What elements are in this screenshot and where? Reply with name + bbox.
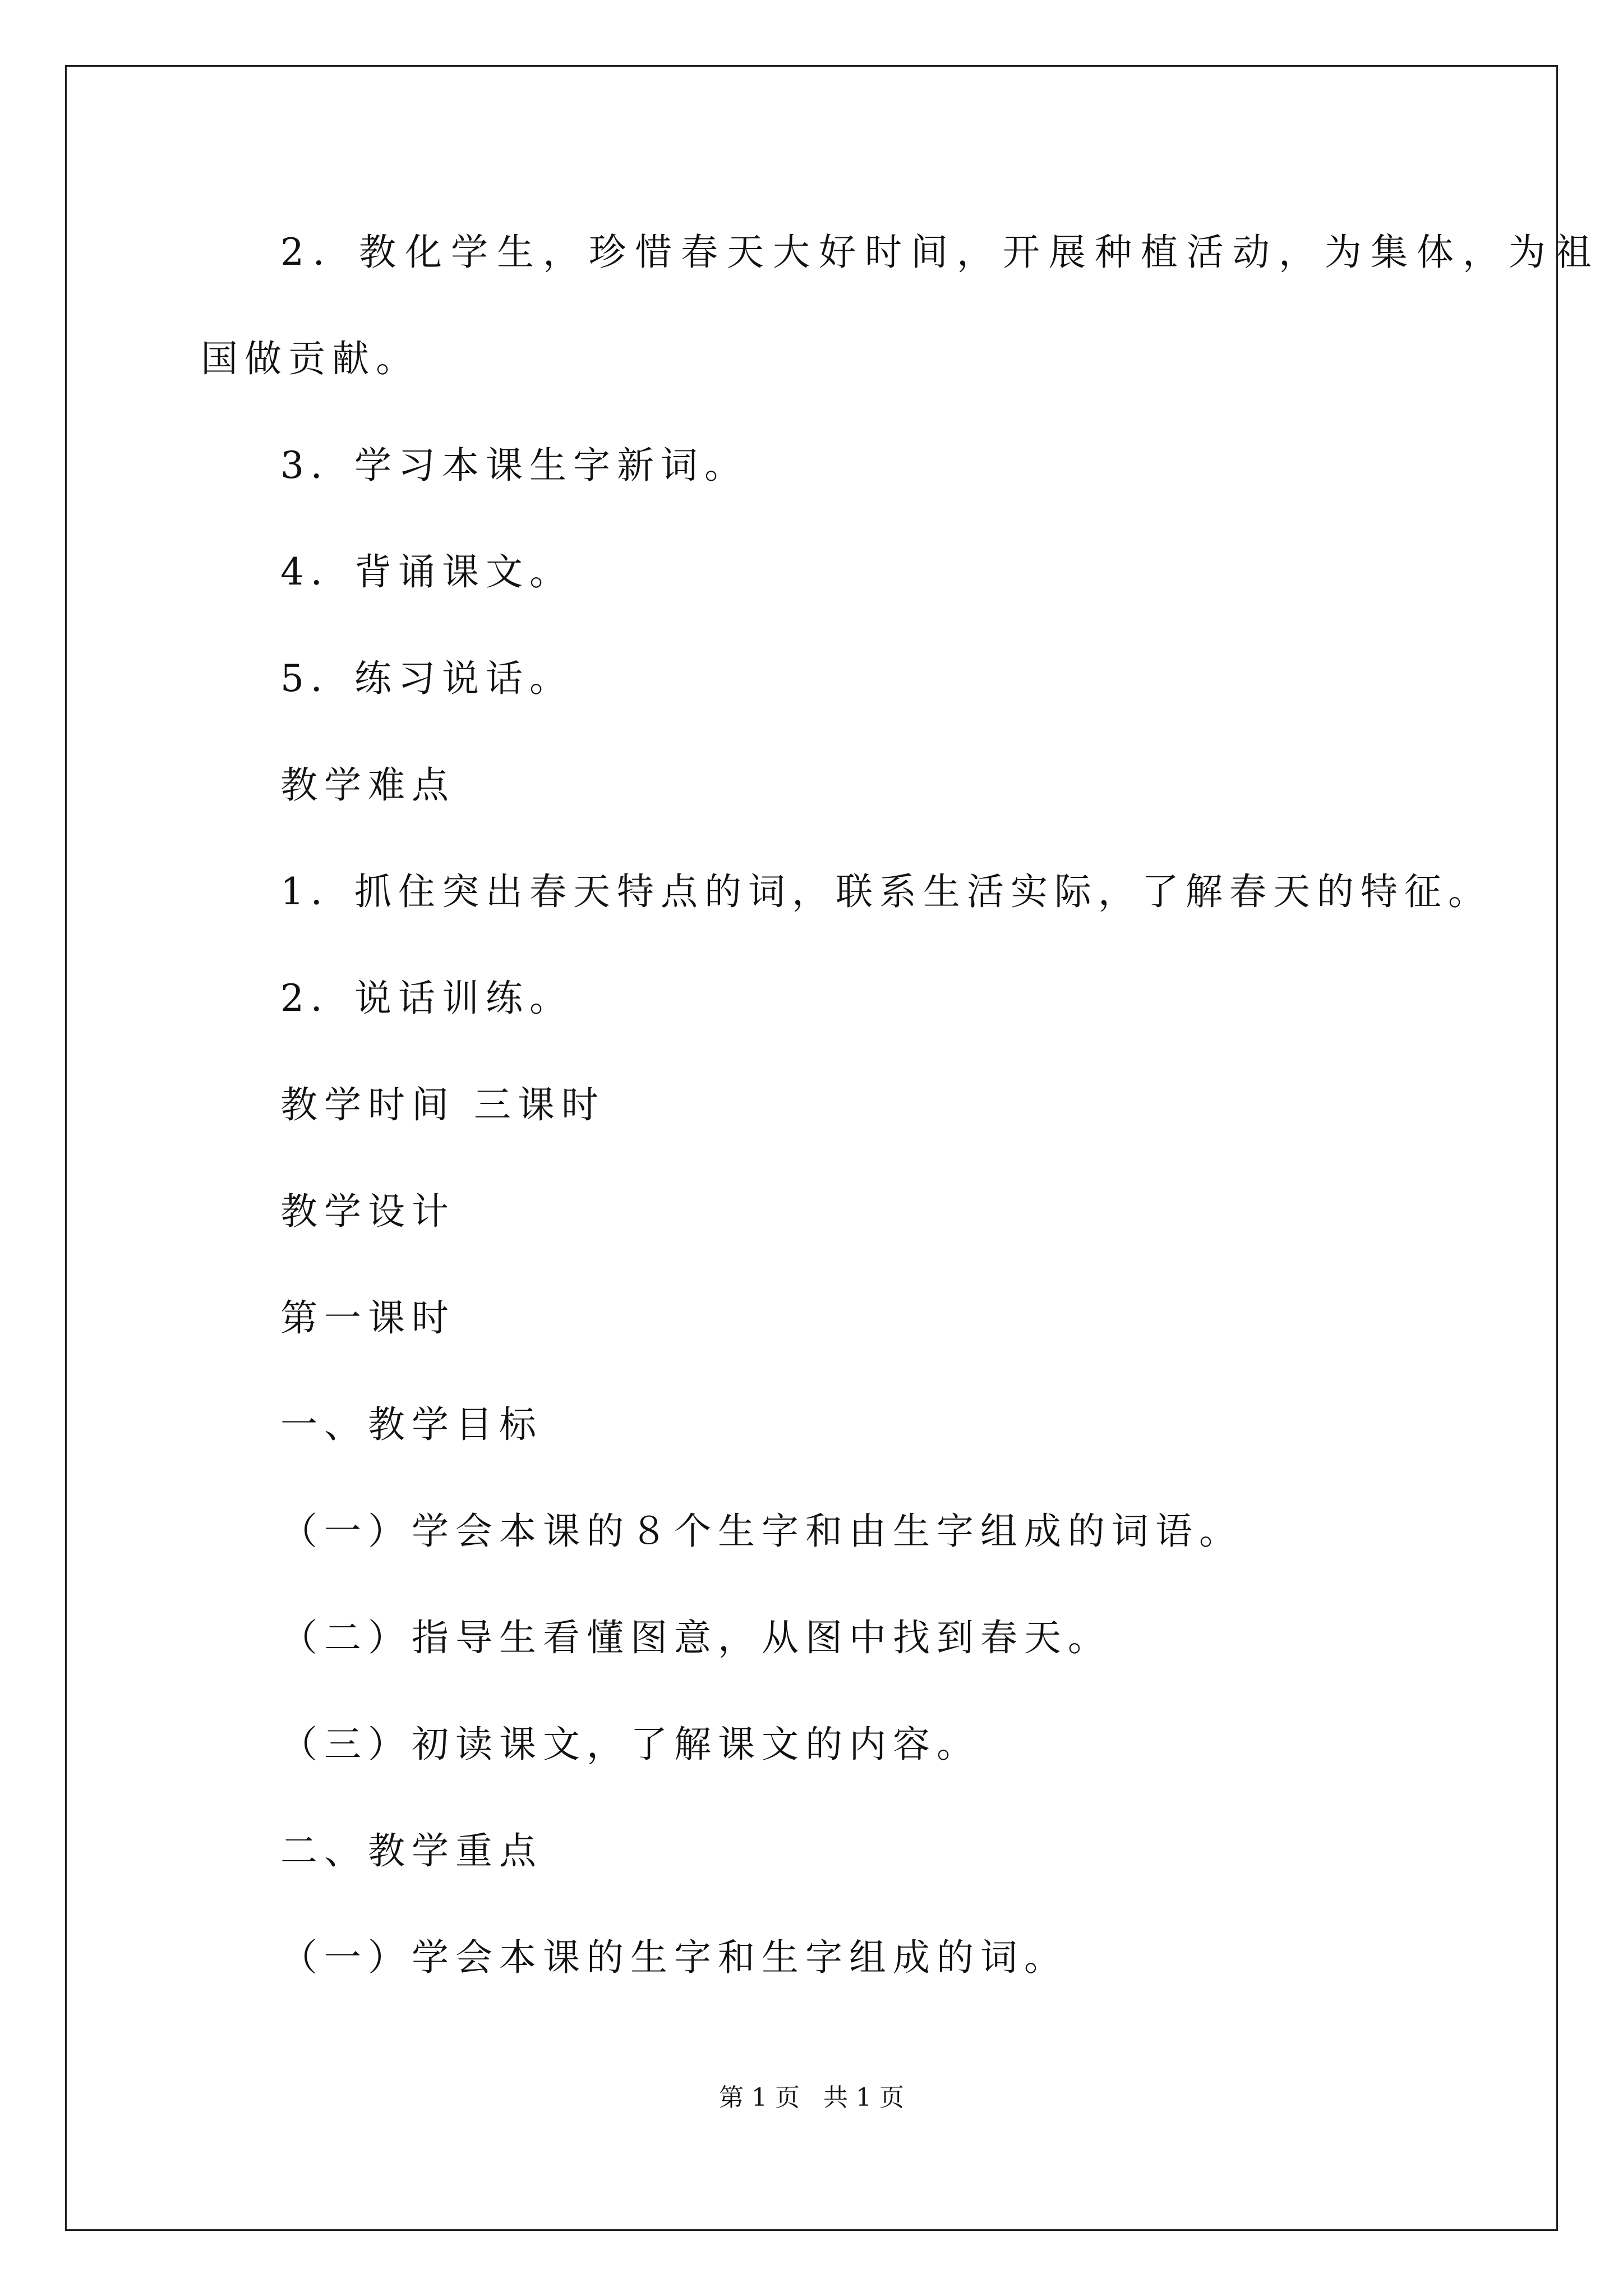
section-heading-design: 教学设计 [280, 1190, 455, 1233]
text-line-13: （一）学会本课的８个生字和由生字组成的词语。 [280, 1510, 1243, 1553]
page-number: 第 1 页 [719, 2083, 800, 2112]
text-line-1: 2．教化学生，珍惜春天大好时间，开展种植活动，为集体，为祖 [280, 231, 1601, 274]
text-line-8: 2．说话训练。 [280, 977, 573, 1020]
text-line-7: 1．抓住突出春天特点的词，联系生活实际，了解春天的特征。 [280, 870, 1492, 913]
page-footer [0, 2082, 1623, 2114]
section-heading-first-lesson: 第一课时 [280, 1296, 455, 1340]
text-line-2: 国做贡献。 [201, 337, 419, 380]
section-heading-key-points: 二、教学重点 [280, 1829, 543, 1872]
section-heading-objectives: 一、教学目标 [280, 1403, 543, 1446]
page-total: 共 1 页 [823, 2083, 904, 2112]
text-line-teaching-time: 教学时间 三课时 [280, 1083, 605, 1126]
text-line-15: （三）初读课文，了解课文的内容。 [280, 1723, 980, 1766]
text-line-14: （二）指导生看懂图意，从图中找到春天。 [280, 1616, 1112, 1659]
text-line-4: 4．背诵课文。 [280, 550, 573, 593]
section-heading-difficulties: 教学难点 [280, 763, 455, 807]
text-line-17: （一）学会本课的生字和生字组成的词。 [280, 1936, 1068, 1979]
page-border [65, 65, 1558, 2231]
text-line-3: 3．学习本课生字新词。 [280, 444, 748, 487]
text-line-5: 5．练习说话。 [280, 657, 573, 700]
